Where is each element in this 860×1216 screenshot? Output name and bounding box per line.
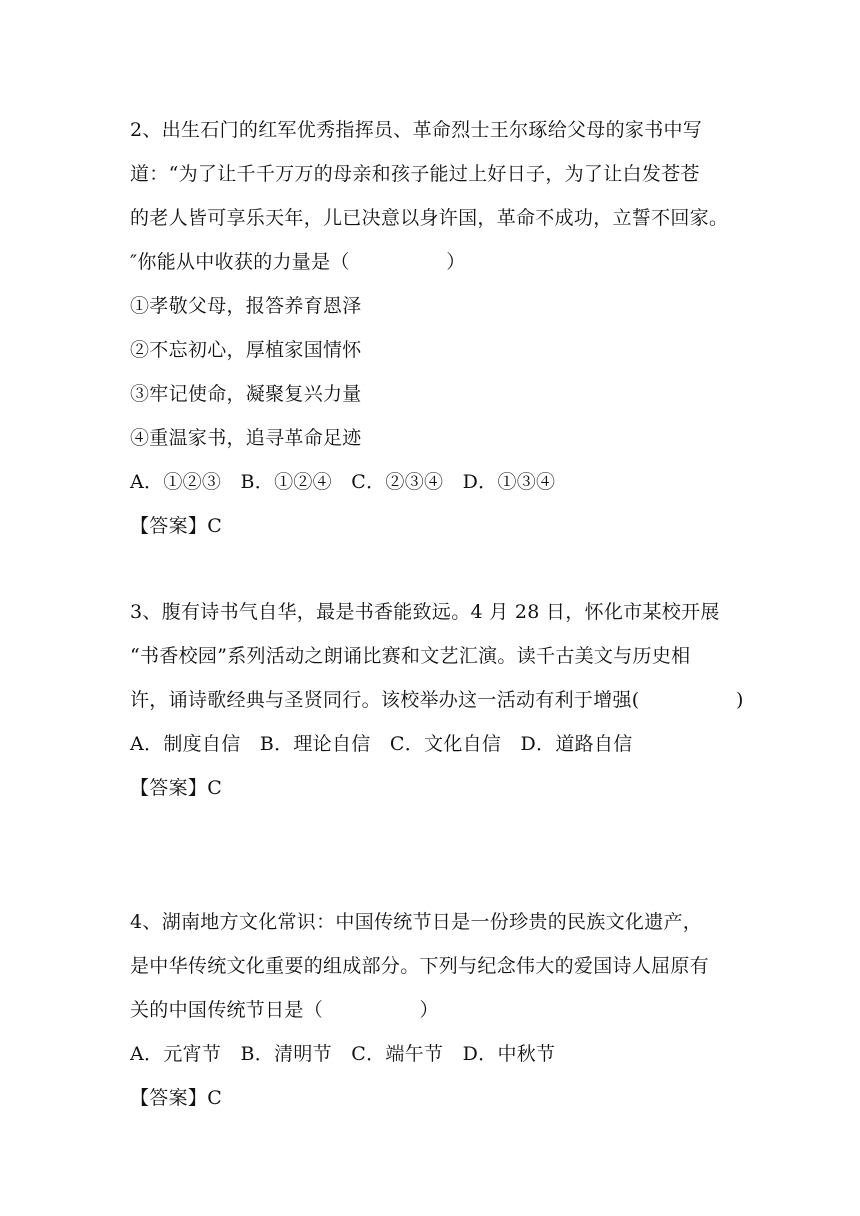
question-stem-line: 的老人皆可享乐天年，儿已决意以身许国，革命不成功，立誓不回家。 [130, 207, 729, 229]
question-2 [130, 108, 740, 548]
answer-options: A．①②③ B．①②④ C．②③④ D．①③④ [130, 471, 556, 493]
question-stem-line: “书香校园”系列活动之朗诵比赛和文艺汇演。读千古美文与历史相 [130, 645, 691, 667]
question-stem-line: 3、腹有诗书气自华，最是书香能致远。4 月 28 日，怀化市某校开展 [130, 601, 720, 623]
question-stem-line: 道：“为了让千千万万的母亲和孩子能过上好日子，为了让白发苍苍 [130, 163, 700, 185]
answer-options: A．元宵节 B．清明节 C．端午节 D．中秋节 [130, 1043, 556, 1065]
answer-key: 【答案】C [130, 777, 223, 799]
statement-item: ②不忘初心，厚植家国情怀 [130, 339, 362, 361]
statement-item: ③牢记使命，凝聚复兴力量 [130, 383, 362, 405]
question-stem-line: 4、湖南地方文化常识：中国传统节日是一份珍贵的民族文化遗产， [130, 911, 703, 933]
question-3 [130, 590, 744, 810]
answer-key: 【答案】C [130, 515, 223, 537]
question-stem-line: 是中华传统文化重要的组成部分。下列与纪念伟大的爱国诗人屈原有 [130, 955, 710, 977]
question-stem-line: 2、出生石门的红军优秀指挥员、革命烈士王尔琢给父母的家书中写 [130, 119, 703, 141]
answer-options: A．制度自信 B．理论自信 C．文化自信 D．道路自信 [130, 733, 633, 755]
question-stem-line: ″你能从中收获的力量是（ ） [130, 251, 466, 273]
question-stem-line: 关的中国传统节日是（ ） [130, 999, 439, 1021]
answer-key: 【答案】C [130, 1087, 223, 1109]
question-4 [130, 900, 740, 1120]
statement-item: ①孝敬父母，报答养育恩泽 [130, 295, 362, 317]
question-stem-line: 许，诵诗歌经典与圣贤同行。该校举办这一活动有利于增强( ) [130, 689, 744, 711]
statement-item: ④重温家书，追寻革命足迹 [130, 427, 362, 449]
